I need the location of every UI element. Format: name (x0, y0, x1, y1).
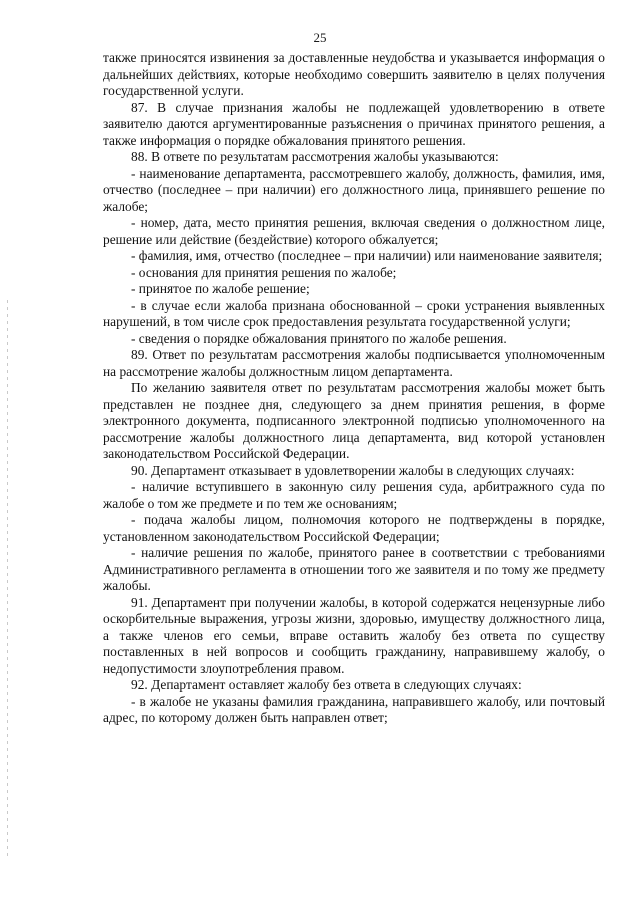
list-item: - наличие решения по жалобе, принятого ранее в соответствии с требованиями Административного регламента в отношении того же заявителя и по тому же предмету жалобы. (103, 545, 605, 593)
list-item: - в случае если жалоба признана обоснованной – сроки устранения выявленных нарушений, в том числе срок предоставления результата государственной услуги; (103, 297, 605, 329)
list-item: - основания для принятия решения по жалобе; (131, 264, 397, 280)
list-item: - подача жалобы лицом, полномочия которого не подтверждены в порядке, установленном законодательством Российской Федерации; (103, 512, 605, 544)
scan-edge-mark (7, 300, 8, 860)
document-body (103, 50, 605, 727)
paragraph-89-electronic: По желанию заявителя ответ по результатам рассмотрения жалобы может быть представлен не позднее дня, следующего за днем принятия решения, в форме электронного документа, подписанного электронной подписью уполномоченного на рассмотрение жалобы должностного лица департамента, вид которой установлен законодательством Российской Федерации. (103, 380, 605, 461)
paragraph-88: 88. В ответе по результатам рассмотрения жалобы указываются: (131, 149, 499, 164)
list-item: - наличие вступившего в законную силу решения суда, арбитражного суда по жалобе о том же предмете и по тем же основаниям; (103, 479, 605, 511)
paragraph-91: 91. Департамент при получении жалобы, в которой содержатся нецензурные либо оскорбительные выражения, угрозы жизни, здоровью, имуществу должностного лица, а также членов его семьи, вправе оставить жалобу без ответа по существу поставленных в ней вопросов и сообщить гражданину, направившему жалобу, о недопустимости злоупотребления правом. (103, 594, 605, 676)
paragraph-89: 89. Ответ по результатам рассмотрения жалобы подписывается уполномоченным на рассмотрение жалобы должностным лицом департамента. (103, 347, 605, 379)
paragraph-90: 90. Департамент отказывает в удовлетворении жалобы в следующих случаях: (131, 462, 575, 478)
paragraph-87: 87. В случае признания жалобы не подлежащей удовлетворению в ответе заявителю даются аргументированные разъяснения о причинах принятого решения, а также информация о порядке обжалования принятого решения. (103, 99, 605, 148)
list-item: - номер, дата, место принятия решения, включая сведения о должностном лице, решение или действие (бездействие) которого обжалуется; (103, 215, 605, 247)
paragraph-continuation: также приносятся извинения за доставленные неудобства и указывается информация о дальнейших действиях, которые необходимо совершить заявителю в целях получения государственной услуги. (103, 50, 605, 98)
list-item: - наименование департамента, рассмотревшего жалобу, должность, фамилия, имя, отчество (последнее – при наличии) его должностного лица, принявшего решение по жалобе; (103, 165, 605, 214)
list-item: - в жалобе не указаны фамилия гражданина, направившего жалобу, или почтовый адрес, по которому должен быть направлен ответ; (103, 693, 605, 725)
list-item: - сведения о порядке обжалования принятого по жалобе решения. (131, 330, 507, 346)
list-item: - фамилия, имя, отчество (последнее – при наличии) или наименование заявителя; (131, 248, 603, 263)
page-number: 25 (313, 30, 327, 45)
paragraph-92: 92. Департамент оставляет жалобу без ответа в следующих случаях: (131, 677, 522, 692)
list-item: - принятое по жалобе решение; (131, 281, 310, 296)
